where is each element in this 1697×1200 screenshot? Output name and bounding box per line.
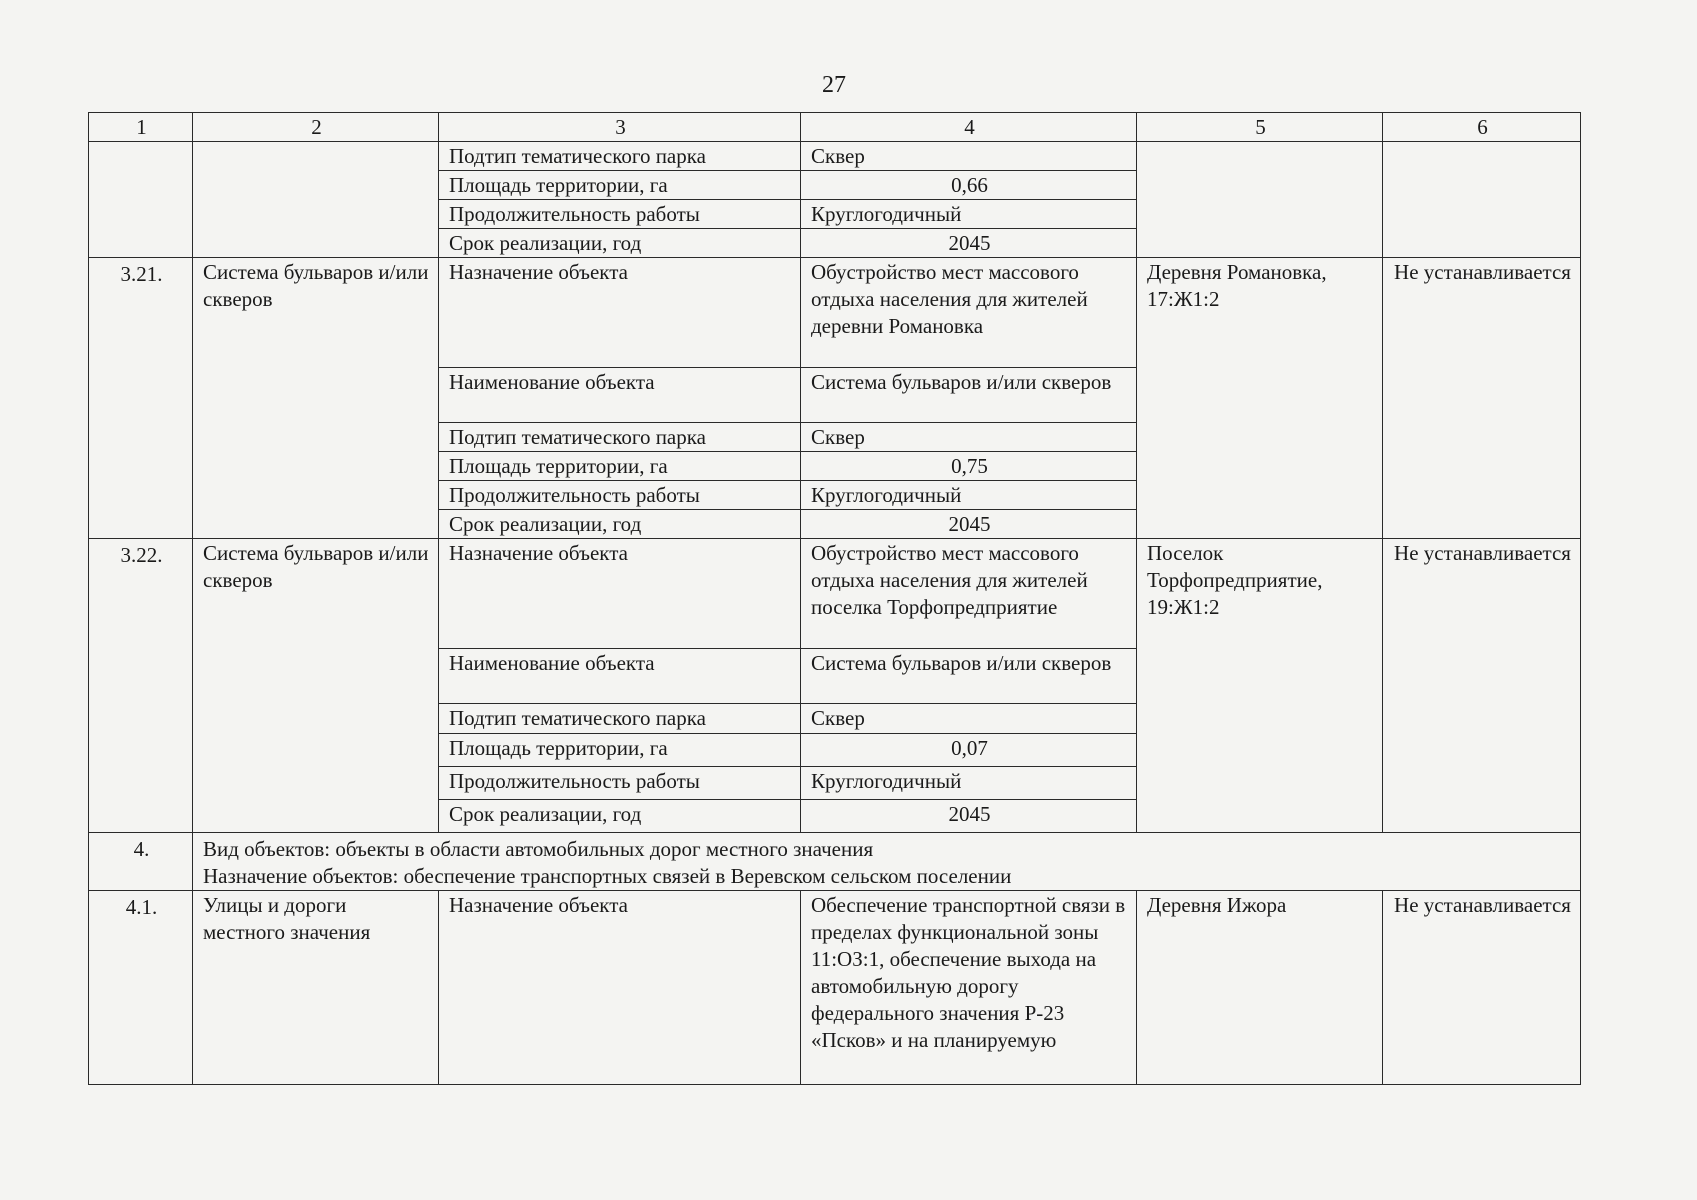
- row-label: Срок реализации, год: [439, 229, 801, 258]
- row-label: Подтип тематического парка: [439, 423, 801, 452]
- header-cell-3: 3: [439, 113, 801, 142]
- row-value: Система бульваров и/или скверов: [801, 368, 1137, 423]
- row-value: Круглогодичный: [801, 200, 1137, 229]
- row-value: Обеспечение транспортной связи в пределах функциональной зоны 11:ОЗ:1, обеспечение выхода на автомобильную дорогу федерального значения Р-23 «Псков» и на планируемую: [801, 891, 1137, 1085]
- section-line-2: Назначение объектов: обеспечение транспортных связей в Веревском сельском поселении: [203, 864, 1012, 888]
- row-label: Срок реализации, год: [439, 510, 801, 539]
- page-number: 27: [822, 72, 846, 98]
- row-label: Площадь территории, га: [439, 171, 801, 200]
- row-label: Подтип тематического парка: [439, 704, 801, 734]
- header-row: [89, 113, 1581, 142]
- row-label: Площадь территории, га: [439, 734, 801, 767]
- row-number: 4.1.: [89, 891, 193, 1085]
- row-value: Сквер: [801, 704, 1137, 734]
- continuation-type-cell: [193, 142, 439, 258]
- object-location: Деревня Романовка, 17:Ж1:2: [1137, 258, 1383, 539]
- header-cell-6: 6: [1383, 113, 1581, 142]
- row-value: 0,75: [801, 452, 1137, 481]
- table-row: [89, 891, 1581, 1085]
- header-cell-2: 2: [193, 113, 439, 142]
- row-label: Назначение объекта: [439, 539, 801, 649]
- table-row: [89, 258, 1581, 368]
- zone-value: Не устанавливается: [1383, 539, 1581, 833]
- row-value: Сквер: [801, 142, 1137, 171]
- object-type: Система бульваров и/или скверов: [193, 258, 439, 539]
- row-label: Продолжительность работы: [439, 767, 801, 800]
- planning-table: [88, 112, 1581, 1085]
- row-value: Обустройство мест массового отдыха населения для жителей поселка Торфопредприятие: [801, 539, 1137, 649]
- row-label: Срок реализации, год: [439, 800, 801, 833]
- row-value: 2045: [801, 510, 1137, 539]
- object-type: Система бульваров и/или скверов: [193, 539, 439, 833]
- row-number: 3.22.: [89, 539, 193, 833]
- row-value: Обустройство мест массового отдыха населения для жителей деревни Романовка: [801, 258, 1137, 368]
- row-value: Система бульваров и/или скверов: [801, 649, 1137, 704]
- row-value: Сквер: [801, 423, 1137, 452]
- zone-value: Не устанавливается: [1383, 258, 1581, 539]
- row-label: Продолжительность работы: [439, 481, 801, 510]
- row-value: Круглогодичный: [801, 767, 1137, 800]
- header-cell-5: 5: [1137, 113, 1383, 142]
- header-cell-1: 1: [89, 113, 193, 142]
- row-label: Наименование объекта: [439, 649, 801, 704]
- continuation-num-cell: [89, 142, 193, 258]
- row-label: Подтип тематического парка: [439, 142, 801, 171]
- header-cell-4: 4: [801, 113, 1137, 142]
- row-label: Наименование объекта: [439, 368, 801, 423]
- row-value: 2045: [801, 229, 1137, 258]
- row-label: Площадь территории, га: [439, 452, 801, 481]
- row-value: Круглогодичный: [801, 481, 1137, 510]
- row-value: 0,07: [801, 734, 1137, 767]
- zone-value: Не устанавливается: [1383, 891, 1581, 1085]
- object-location: Поселок Торфопредприятие, 19:Ж1:2: [1137, 539, 1383, 833]
- section-description: [193, 833, 1581, 891]
- row-label: Назначение объекта: [439, 891, 801, 1085]
- table-row: [89, 539, 1581, 649]
- object-location: Деревня Ижора: [1137, 891, 1383, 1085]
- continuation-location-cell: [1137, 142, 1383, 258]
- row-number: 3.21.: [89, 258, 193, 539]
- row-value: 2045: [801, 800, 1137, 833]
- section-row: [89, 833, 1581, 891]
- row-value: 0,66: [801, 171, 1137, 200]
- section-line-1: Вид объектов: объекты в области автомобильных дорог местного значения: [203, 837, 874, 861]
- row-label: Назначение объекта: [439, 258, 801, 368]
- row-label: Продолжительность работы: [439, 200, 801, 229]
- continuation-zone-cell: [1383, 142, 1581, 258]
- table-row: [89, 142, 1581, 171]
- section-number: 4.: [89, 833, 193, 891]
- object-type: Улицы и дороги местного значения: [193, 891, 439, 1085]
